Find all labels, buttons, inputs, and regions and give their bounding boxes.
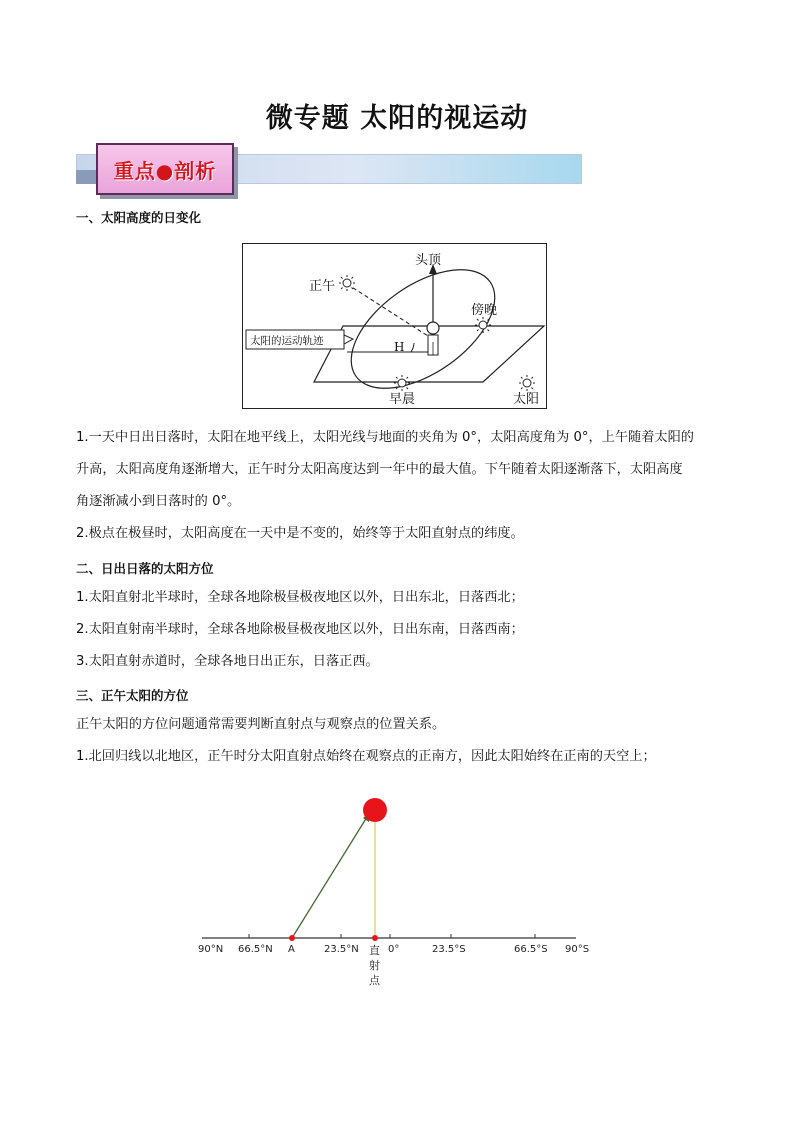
tick-label-66n: 66.5°N [238, 944, 273, 955]
trajectory-label: 太阳的运动轨迹 [250, 335, 324, 347]
evening-label: 傍晚 [471, 303, 498, 318]
tick-label-90n: 90°N [198, 944, 224, 955]
tick-label-23s: 23.5°S [432, 944, 466, 955]
tick-label-0: 0° [388, 944, 400, 955]
tick-label-66s: 66.5°S [514, 944, 548, 955]
section1-heading: 一、太阳高度的日变化 [76, 210, 202, 225]
point-a [289, 935, 295, 941]
trajectory-pointer [344, 335, 353, 344]
angle-label: H [394, 340, 405, 354]
section2-item-1: 1.太阳直射北半球时，全球各地除极昼极夜地区以外，日出东北，日落西北； [76, 590, 524, 605]
section2-item-3: 3.太阳直射赤道时，全球各地日出正东，日落正西。 [76, 654, 379, 669]
subsolar-diagram [192, 786, 602, 996]
subsolar-svg [192, 786, 602, 996]
sun-ray-dashed [347, 284, 428, 336]
angle-arc [411, 343, 414, 352]
paragraph-1-line-1: 1.一天中日出日落时，太阳在地平线上，太阳光线与地面的夹角为 0°，太阳高度角为 0°，上午随着太阳的 [76, 430, 694, 445]
sun-path-svg [243, 244, 545, 407]
observer-head-icon [427, 322, 439, 334]
subsolar-label-2: 射 [369, 959, 380, 972]
page-title: 微专题 太阳的视运动 [265, 103, 529, 134]
section3-intro: 正午太阳的方位问题通常需要判断直射点与观察点的位置关系。 [76, 717, 446, 732]
paragraph-2: 2.极点在极昼时，太阳高度在一天中是不变的，始终等于太阳直射点的纬度。 [76, 526, 524, 541]
noon-label: 正午 [309, 279, 336, 294]
section3-heading: 三、正午太阳的方位 [76, 688, 189, 703]
paragraph-1-line-2: 升高，太阳高度角逐渐增大，正午时分太阳高度达到一年中的最大值。下午随着太阳逐渐落下，太阳高度 [76, 462, 683, 477]
subsolar-label-3: 点 [369, 974, 380, 987]
noon-sun-icon [339, 275, 355, 291]
tick-label-90s: 90°S [565, 944, 590, 955]
tick-label-23n: 23.5°N [324, 944, 359, 955]
oblique-sun-ray [292, 817, 367, 938]
morning-label: 早晨 [389, 392, 416, 407]
section2-item-2: 2.太阳直射南半球时，全球各地除极昼极夜地区以外，日出东南，日落西南； [76, 622, 524, 637]
overhead-label: 头顶 [415, 253, 442, 268]
sun-path-diagram [242, 243, 547, 409]
paragraph-1 [76, 422, 736, 518]
tick-label-a: A [288, 944, 295, 955]
morning-sun-icon [394, 375, 410, 391]
legend-sun-icon [519, 375, 535, 391]
key-analysis-badge: 重点●剖析 [96, 143, 234, 195]
section2-heading: 二、日出日落的太阳方位 [76, 561, 214, 576]
section3-item-1: 1.北回归线以北地区，正午时分太阳直射点始终在观察点的正南方，因此太阳始终在正南的天空上； [76, 749, 656, 764]
subsolar-label-1: 直 [369, 944, 380, 957]
sun-icon [363, 798, 387, 822]
sun-label: 太阳 [513, 392, 540, 407]
subsolar-point [372, 935, 378, 941]
paragraph-1-line-3: 角逐渐减小到日落时的 0°。 [76, 494, 241, 509]
